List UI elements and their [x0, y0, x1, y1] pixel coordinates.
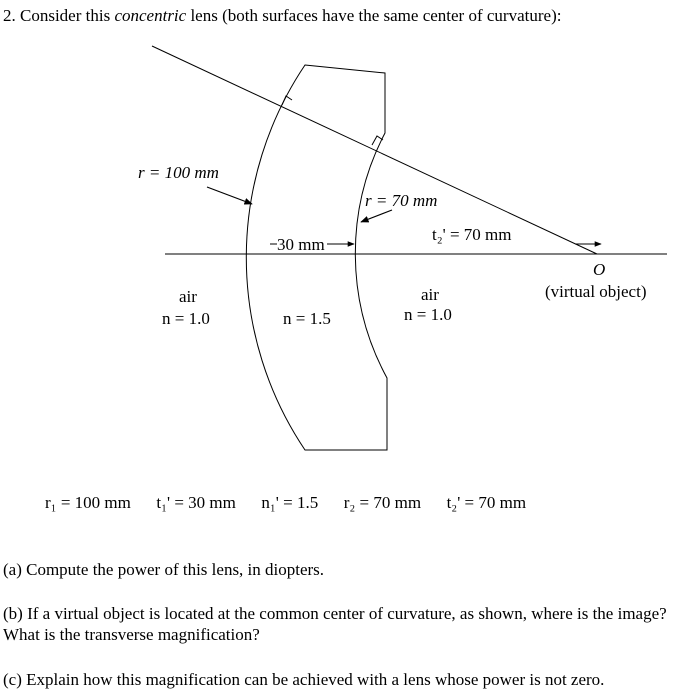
label-r2: r = 70 mm — [365, 191, 438, 210]
question-title-pre: Consider this — [20, 6, 111, 25]
left-medium-name: air — [179, 287, 197, 306]
param-r1: r₁ = 100 mm — [45, 493, 131, 512]
right-medium-name: air — [421, 285, 439, 304]
label-thickness: 30 mm — [277, 235, 325, 254]
left-medium-index: n = 1.0 — [162, 309, 210, 328]
label-r1: r = 100 mm — [138, 163, 219, 182]
question-title-post: lens (both surfaces have the same center of curvature): — [190, 6, 562, 25]
param-r2: r₂ = 70 mm — [343, 493, 422, 512]
question-number: 2. — [3, 6, 16, 25]
question-title-emphasis: concentric — [114, 6, 187, 25]
param-t2: t₂' = 70 mm — [446, 493, 527, 512]
lens-medium-index: n = 1.5 — [283, 309, 331, 328]
right-medium-index: n = 1.0 — [404, 305, 452, 324]
label-t2: t₂' = 70 mm — [432, 225, 512, 244]
incident-ray — [152, 46, 597, 254]
param-t1: t₁' = 30 mm — [156, 493, 236, 512]
arrow-r1 — [207, 187, 252, 204]
label-virtual-object: (virtual object) — [545, 282, 647, 301]
question-part-b: (b) If a virtual object is located at the common center of curvature, as shown, where is the image? What is the transverse magnification? — [3, 604, 667, 645]
label-object: O — [593, 260, 606, 279]
parameter-list — [45, 493, 526, 513]
question-part-c: (c) Explain how this magnification can be achieved with a lens whose power is not zero. — [3, 670, 605, 689]
right-angle-mark-first-surface — [282, 96, 292, 105]
arrow-r2 — [361, 210, 392, 222]
param-n1: n₁' = 1.5 — [261, 493, 319, 512]
question-part-a: (a) Compute the power of this lens, in diopters. — [3, 560, 325, 579]
